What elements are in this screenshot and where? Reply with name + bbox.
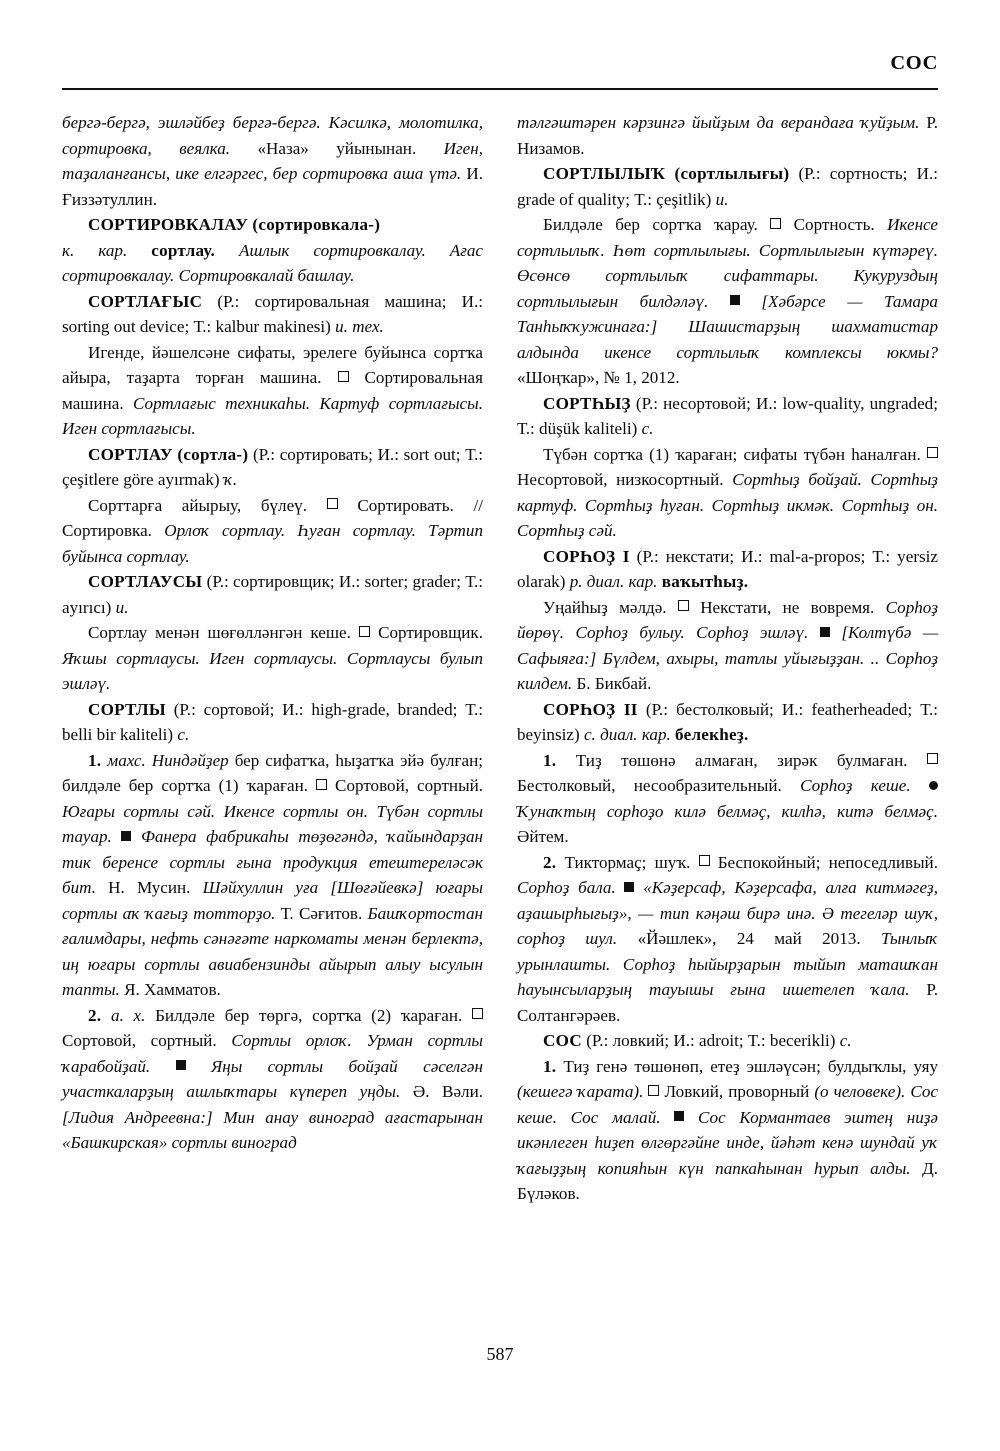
part-of-speech: и. тех. — [335, 317, 384, 336]
filled-square-marker-icon — [121, 831, 131, 841]
entry-definition-block — [62, 620, 483, 697]
headword-form: (сортлылығы) — [674, 164, 790, 183]
entry-definition-block — [517, 595, 938, 697]
headword: СОРТҺЫҘ — [543, 393, 631, 413]
filled-square-marker-icon — [176, 1060, 186, 1070]
part-of-speech: с. — [641, 419, 654, 438]
part-of-speech: ҡ. — [223, 470, 238, 489]
page-number: 587 — [486, 1344, 514, 1364]
filled-square-marker-icon — [674, 1111, 684, 1121]
proverb-text: Ҡунаҡтың сорһоҙо килә белмәҫ, килһә, китә белмәҫ. — [517, 801, 938, 821]
translation-gloss: (Р.: некстати; И.: mal-a-propos; Т.: yersiz olarak) — [517, 546, 938, 591]
open-square-marker-icon — [338, 371, 349, 382]
dictionary-entry — [62, 697, 483, 748]
russian-note: (о человеке). — [814, 1082, 906, 1101]
citation-author: «Шоңҡар», № 1, 2012. — [517, 368, 680, 387]
filled-square-marker-icon — [820, 627, 830, 637]
russian-equivalent: Сортность. — [793, 215, 875, 234]
header-rule — [62, 88, 938, 90]
citation-quote: Фанера фабрикаһы төҙөгәндә, ҡайындарҙан тик беренсе сортлы ғына продукция етештереләсәк бит. — [62, 827, 483, 897]
translation-gloss: (Р.: сортовой; И.: high-grade, branded; Т.: belli bir kaliteli) — [62, 699, 483, 744]
entry-sense — [62, 748, 483, 1003]
entry-definition-block — [62, 340, 483, 442]
citation-author: Ә. Вәли. — [412, 1082, 483, 1101]
headword: СОРҺОҘ II — [543, 699, 638, 719]
continuation-paragraph — [517, 110, 938, 161]
citation-quote: Тынлыҡ урынлашты. Сорһоҙ һыйырҙарын тыйып маташҡан һауынсыларҙың тауышы ғына ишетелеп ҡала. — [517, 929, 938, 999]
russian-equivalent: Сортировальная машина. — [62, 368, 483, 413]
headword-form: (сортировкала-) — [252, 215, 381, 234]
dictionary-entry — [62, 212, 483, 289]
definition-text: Тиҙ генә төшөнөп, етеҙ эшләүсән; булдыҡлы, уяу — [563, 1056, 938, 1076]
russian-equivalent: Несортовой, низкосортный. — [517, 470, 724, 489]
citation-quote: Шәйхуллин уға [Шөғәйевкә] юғары сортлы аҡ ҡағыҙ тотторҙо. — [62, 878, 483, 923]
definition-text: Билдәле бер төргә, сортҡа (2) ҡараған. — [155, 1005, 463, 1025]
entry-definition-block — [62, 493, 483, 570]
part-of-speech: с. диал. кар. — [583, 725, 671, 744]
open-square-marker-icon — [316, 779, 327, 790]
definition-text: Тиҙ төшөнә алмаған, зирәк булмаған. — [575, 750, 908, 770]
definition-text: Билдәле бер сортҡа ҡарау. — [543, 215, 758, 234]
definition-note: (кешегә ҡарата). — [517, 1082, 644, 1101]
headword: СОРТЛАУСЫ — [88, 572, 203, 591]
open-square-marker-icon — [472, 1008, 483, 1019]
examples: Сортһыҙ бойҙай. Сортһыҙ картуф. Сортһыҙ һуған. Сортһыҙ икмәк. Сортһыҙ он. Сортһыҙ сәй. — [517, 470, 938, 540]
continuation-quote-1: тәлгәштәрен кәрзингә йыйҙым да верандаға ҡуйҙым. — [517, 113, 920, 132]
dictionary-entry — [517, 161, 938, 212]
citation-quote: «Кәҙерсаф, Кәҙерсафа, алға китмәгеҙ, аҙашырһығыҙ», — тип кәңәш бирә инә. Ә тегеләр шуҡ, сорһоҙ шул. — [517, 878, 938, 948]
open-square-marker-icon — [927, 447, 938, 458]
citation-author: Р. Солтангәрәев. — [517, 980, 938, 1025]
definition-text: Игенде, йәшелсәне сифаты, эрелеге буйынса сортҡа айыра, таҙарта торған машина. — [62, 342, 483, 387]
definition-text: бер сифатҡа, һыҙатҡа эйә булған; билдәле бер сортҡа (1) ҡараған. — [62, 750, 483, 795]
examples: Сорһоҙ бала. — [517, 878, 616, 897]
cross-reference: белекһеҙ. — [675, 725, 749, 744]
definition-text: Түбән сортҡа (1) ҡараған; сифаты түбән һаналған. — [543, 444, 921, 464]
citation-author: Я. Хамматов. — [124, 980, 221, 999]
citation-author: Т. Сәғитов. — [280, 903, 363, 923]
citation-author: Д. Бүләков. — [517, 1158, 939, 1203]
continuation-quote-1: бергә-бергә, эшләйбеҙ бергә-бергә. Кәсилкә, молотилка, сортировка, веялка. — [62, 113, 483, 158]
translation-gloss: (Р.: бестолковый; И.: featherheaded; Т.: beyinsiz) — [517, 699, 938, 744]
text-columns — [62, 110, 938, 1207]
russian-equivalent: Бестолковый, несообразительный. — [517, 776, 782, 795]
headword-form: (сортла-) — [177, 444, 249, 464]
translation-gloss: (Р.: сортировальная машина; И.: sorting out device; Т.: kalbur makinesi) — [62, 291, 483, 336]
open-square-marker-icon — [678, 600, 689, 611]
entry-sense — [517, 748, 938, 850]
continuation-source-1: Р. Низамов. — [517, 113, 939, 158]
part-of-speech: и. — [115, 597, 129, 617]
running-head — [62, 52, 938, 86]
citation-quote: [Колтүбә — Сафыяға:] Бүлдем, ахыры, татлы уйығыҙҙан. .. Сорһоҙ килдем. — [517, 623, 939, 693]
russian-equivalent: Некстати, не вовремя. — [700, 597, 875, 617]
usage-label: махс. — [107, 750, 146, 770]
entry-sense — [62, 1003, 483, 1156]
sense-number: 1. — [88, 750, 102, 770]
headword: СОРҺОҘ I — [543, 546, 630, 566]
grammar-label: к. кар. — [62, 240, 128, 260]
russian-equivalent: Сортировать. // Сортировка. — [62, 495, 483, 540]
citation-quote: [Лидия Андреевна:] Мин анау виноград ағастарынан «Башкирская» сортлы виноград — [62, 1107, 483, 1152]
dictionary-entry — [517, 697, 938, 748]
citation-quote: Башҡортостан ғалимдары, нефть сәнәғәте наркоматы менән берлектә, иң юғары сортлы авиабензинды айырып алыу ысулын тапты. — [62, 903, 483, 999]
dictionary-entry — [517, 544, 938, 595]
examples: Икенсе сортлылыҡ. Һөт сортлылығы. Сортлылығын күтәреү. Өсөнсө сортлылыҡ сифаттары. Кукуруздың сортлылығын билдәләү. — [517, 215, 939, 311]
translation-gloss: (Р.: сортировать; И.: sort out; Т.: çeşitlere göre ayırmak) — [62, 444, 483, 489]
examples: Сорһоҙ кеше. — [800, 776, 911, 795]
russian-equivalent: Сортовой, сортный. — [62, 1031, 217, 1050]
part-of-speech: р. диал. кар. — [569, 572, 658, 591]
filled-square-marker-icon — [624, 882, 634, 892]
continuation-source-1: «Наза» уйынынан. — [230, 138, 444, 158]
dictionary-entry — [62, 569, 483, 620]
entry-definition-block — [517, 212, 938, 391]
translation-gloss: (Р.: ловкий; И.: adroit; Т.: becerikli) — [586, 1031, 836, 1050]
russian-equivalent: Беспокойный; непоседливый. — [717, 852, 938, 872]
russian-equivalent: Сортовой, сортный. — [335, 776, 483, 795]
entry-definition-block — [517, 442, 938, 544]
definition-lead: Ниндәйҙер — [151, 750, 229, 770]
proverb-source: Әйтем. — [517, 827, 569, 846]
citation-quote: Яңы сортлы бойҙай сәселгән участкаларҙың ашлыҡтары күпереп уңды. — [62, 1056, 483, 1101]
open-square-marker-icon — [770, 218, 781, 229]
sense-number: 1. — [543, 750, 557, 770]
entry-sense — [517, 1054, 938, 1207]
definition-text: Сорттарға айырыу, бүлеү. — [88, 495, 307, 515]
headword: СОРТЛЫ — [88, 699, 166, 719]
part-of-speech: с. — [839, 1031, 852, 1050]
citation-quote: [Хәбәрсе — Тамара Танһыҡҡужинаға:] Шашистарҙың шахматистар алдында икенсе сортлылыҡ комплексы юкмы? — [517, 291, 938, 362]
usage-label: а. х. — [111, 1005, 146, 1025]
open-square-marker-icon — [359, 626, 370, 637]
open-square-marker-icon — [927, 753, 938, 764]
sense-number: 2. — [88, 1005, 102, 1025]
filled-square-marker-icon — [730, 295, 740, 305]
citation-author: «Йәшлек», 24 май 2013. — [637, 929, 861, 948]
dictionary-entry — [62, 289, 483, 340]
examples: Орлоҡ сортлау. Һуған сортлау. Тәртип буйынса сортлау. — [62, 521, 483, 566]
entry-sense — [517, 850, 938, 1029]
dictionary-entry — [517, 391, 938, 442]
open-square-marker-icon — [327, 498, 338, 509]
sense-number: 2. — [543, 852, 557, 872]
filled-circle-marker-icon — [929, 781, 938, 790]
russian-equivalent: Ловкий, проворный — [664, 1082, 810, 1101]
headword: СОРТЛЫЛЫҠ — [543, 164, 666, 183]
cross-reference: сортлау. — [151, 240, 216, 260]
examples: Яҡшы сортлаусы. Иген сортлаусы. Сортлаусы булып эшләү. — [62, 648, 483, 693]
cross-reference: ваҡытһыҙ. — [661, 572, 749, 591]
examples: Сос кеше. Сос малай. — [517, 1082, 939, 1127]
examples: Сортлы орлоҡ. Урман сортлы ҡарабойҙай. — [62, 1031, 483, 1076]
open-square-marker-icon — [648, 1085, 659, 1096]
examples: Сортлағыс техникаһы. Картуф сортлағысы. Иген сортлағысы. — [62, 393, 483, 438]
headword: СОРТЛАҒЫС — [88, 291, 203, 311]
continuation-paragraph — [62, 110, 483, 212]
examples: Юғары сортлы сәй. Икенсе сортлы он. Түбән сортлы тауар. — [62, 801, 483, 846]
translation-gloss: (Р.: сортировщик; И.: sorter; grader; Т.: ayırıcı) — [62, 572, 483, 617]
continuation-source-2: И. Ғиззәтуллин. — [62, 164, 483, 209]
headword: СОС — [543, 1031, 582, 1050]
sense-number: 1. — [543, 1056, 557, 1076]
definition-text: Уңайһыҙ мәлдә. — [543, 597, 667, 617]
running-head-text: СОС — [890, 52, 938, 74]
part-of-speech: с. — [177, 725, 190, 744]
translation-gloss: (Р.: несортовой; И.: low-quality, ungraded; Т.: düşük kaliteli) — [517, 393, 938, 438]
definition-text: Сортлау менән шөғөлләнгән кеше. — [88, 623, 351, 642]
headword: СОРТИРОВКАЛАУ — [88, 215, 249, 234]
open-square-marker-icon — [699, 855, 710, 866]
definition-text: Тиктормаҫ; шуҡ. — [564, 852, 691, 872]
right-column — [517, 110, 938, 1207]
examples: Ашлык сортировкалау. Ағас сортировкалау. Сортировкалай башлау. — [62, 240, 483, 285]
russian-equivalent: Сортировщик. — [378, 623, 484, 642]
translation-gloss: (Р.: сортность; И.: grade of quality; Т.: çeşitlik) — [517, 164, 938, 209]
headword: СОРТЛАУ — [88, 444, 173, 464]
dictionary-entry — [62, 442, 483, 493]
citation-author: Н. Мусин. — [108, 878, 191, 897]
citation-quote: Сос Кормантаев эштең ниҙә икәнлеген һиҙеп өлгөргәйне инде, йәһәт кенә шундай уҡ ҡағыҙҙың копияһын күн папкаһынан һурып алды. — [517, 1107, 939, 1178]
part-of-speech: и. — [715, 189, 729, 209]
citation-author: Б. Бикбай. — [576, 674, 652, 693]
left-column — [62, 110, 483, 1207]
dictionary-entry — [517, 1028, 938, 1054]
examples: Сорһоҙ йөрөү. Сорһоҙ булыу. Сорһоҙ эшләү. — [517, 597, 939, 642]
continuation-quote-2: Иген, таҙаланғансы, ике елгәргес, бер сортировка аша үтә. — [62, 138, 483, 183]
